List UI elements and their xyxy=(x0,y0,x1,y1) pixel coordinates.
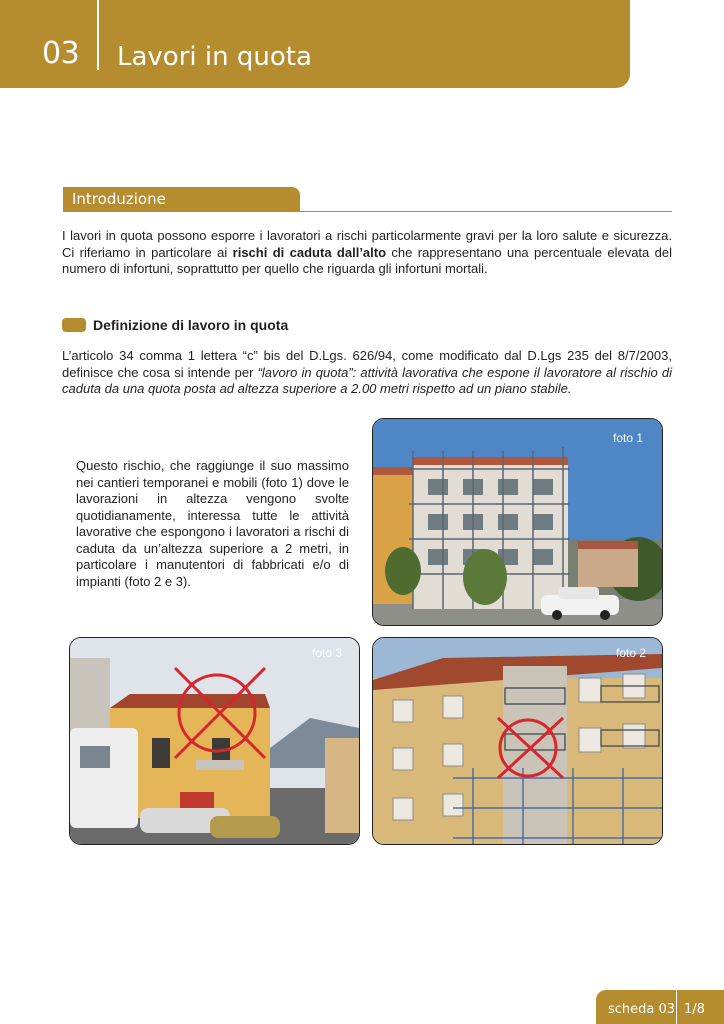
header-divider xyxy=(97,0,99,70)
photo-1-image xyxy=(373,419,662,625)
photo-2 xyxy=(372,637,663,845)
section-tab-introduzione xyxy=(63,187,300,211)
subsection-title: Definizione di lavoro in quota xyxy=(93,317,289,333)
photo-3-image xyxy=(70,638,359,844)
footer-scheda: scheda 03 xyxy=(608,1002,676,1017)
photo-1 xyxy=(372,418,663,626)
photo-3-label: foto 3 xyxy=(312,646,343,660)
definition-text-start: L’articolo 34 comma 1 lettera “c” bis del D.Lgs. 626/94, come modificato dal D.Lgs 235 del 8/7/2003, definisce che cosa si intende per xyxy=(62,348,672,380)
section-rule xyxy=(63,211,672,212)
page-number: 1/8 xyxy=(684,1002,705,1017)
header-band xyxy=(0,0,630,88)
footer-band xyxy=(596,990,724,1024)
intro-paragraph xyxy=(62,228,672,278)
definition-text-italic: “lavoro in quota”: attività lavorativa che espone il lavoratore al rischio di caduta da una quota posta ad altezza superiore a 2.00 metri rispetto ad un piano stabile. xyxy=(62,364,673,396)
intro-text-bold: rischi di caduta dall’alto xyxy=(232,244,387,260)
chapter-number: 03 xyxy=(42,36,80,71)
photo-2-label: foto 2 xyxy=(616,646,647,660)
section-tab-label: Introduzione xyxy=(72,190,166,208)
definition-paragraph xyxy=(62,348,672,398)
intro-text-end: che rappresentano una percentuale elevata del numero di infortuni, soprattutto per quello che riguarda gli infortuni mortali. xyxy=(62,244,672,276)
footer-divider xyxy=(676,990,677,1024)
page-title: Lavori in quota xyxy=(117,42,312,72)
photo-2-image xyxy=(373,638,662,844)
photo-1-label: foto 1 xyxy=(613,431,644,445)
intro-text-start: I lavori in quota possono esporre i lavoratori a rischi particolarmente gravi per la loro salute e sicurezza. Ci riferiamo in particolare ai xyxy=(62,228,672,260)
photo-3 xyxy=(69,637,360,845)
subsection-marker xyxy=(62,318,86,332)
risk-paragraph: Questo rischio, che raggiunge il suo massimo nei cantieri temporanei e mobili (foto 1) dove le lavorazioni in altezza vengono svolte quotidianamente, interessa tutte le attività lavorative che espongono i lavoratori a rischi di caduta da un’altezza superiore a 2 metri, in particolare i manutentori di fabbricati e/o di impianti (foto 2 e 3). xyxy=(76,458,349,589)
